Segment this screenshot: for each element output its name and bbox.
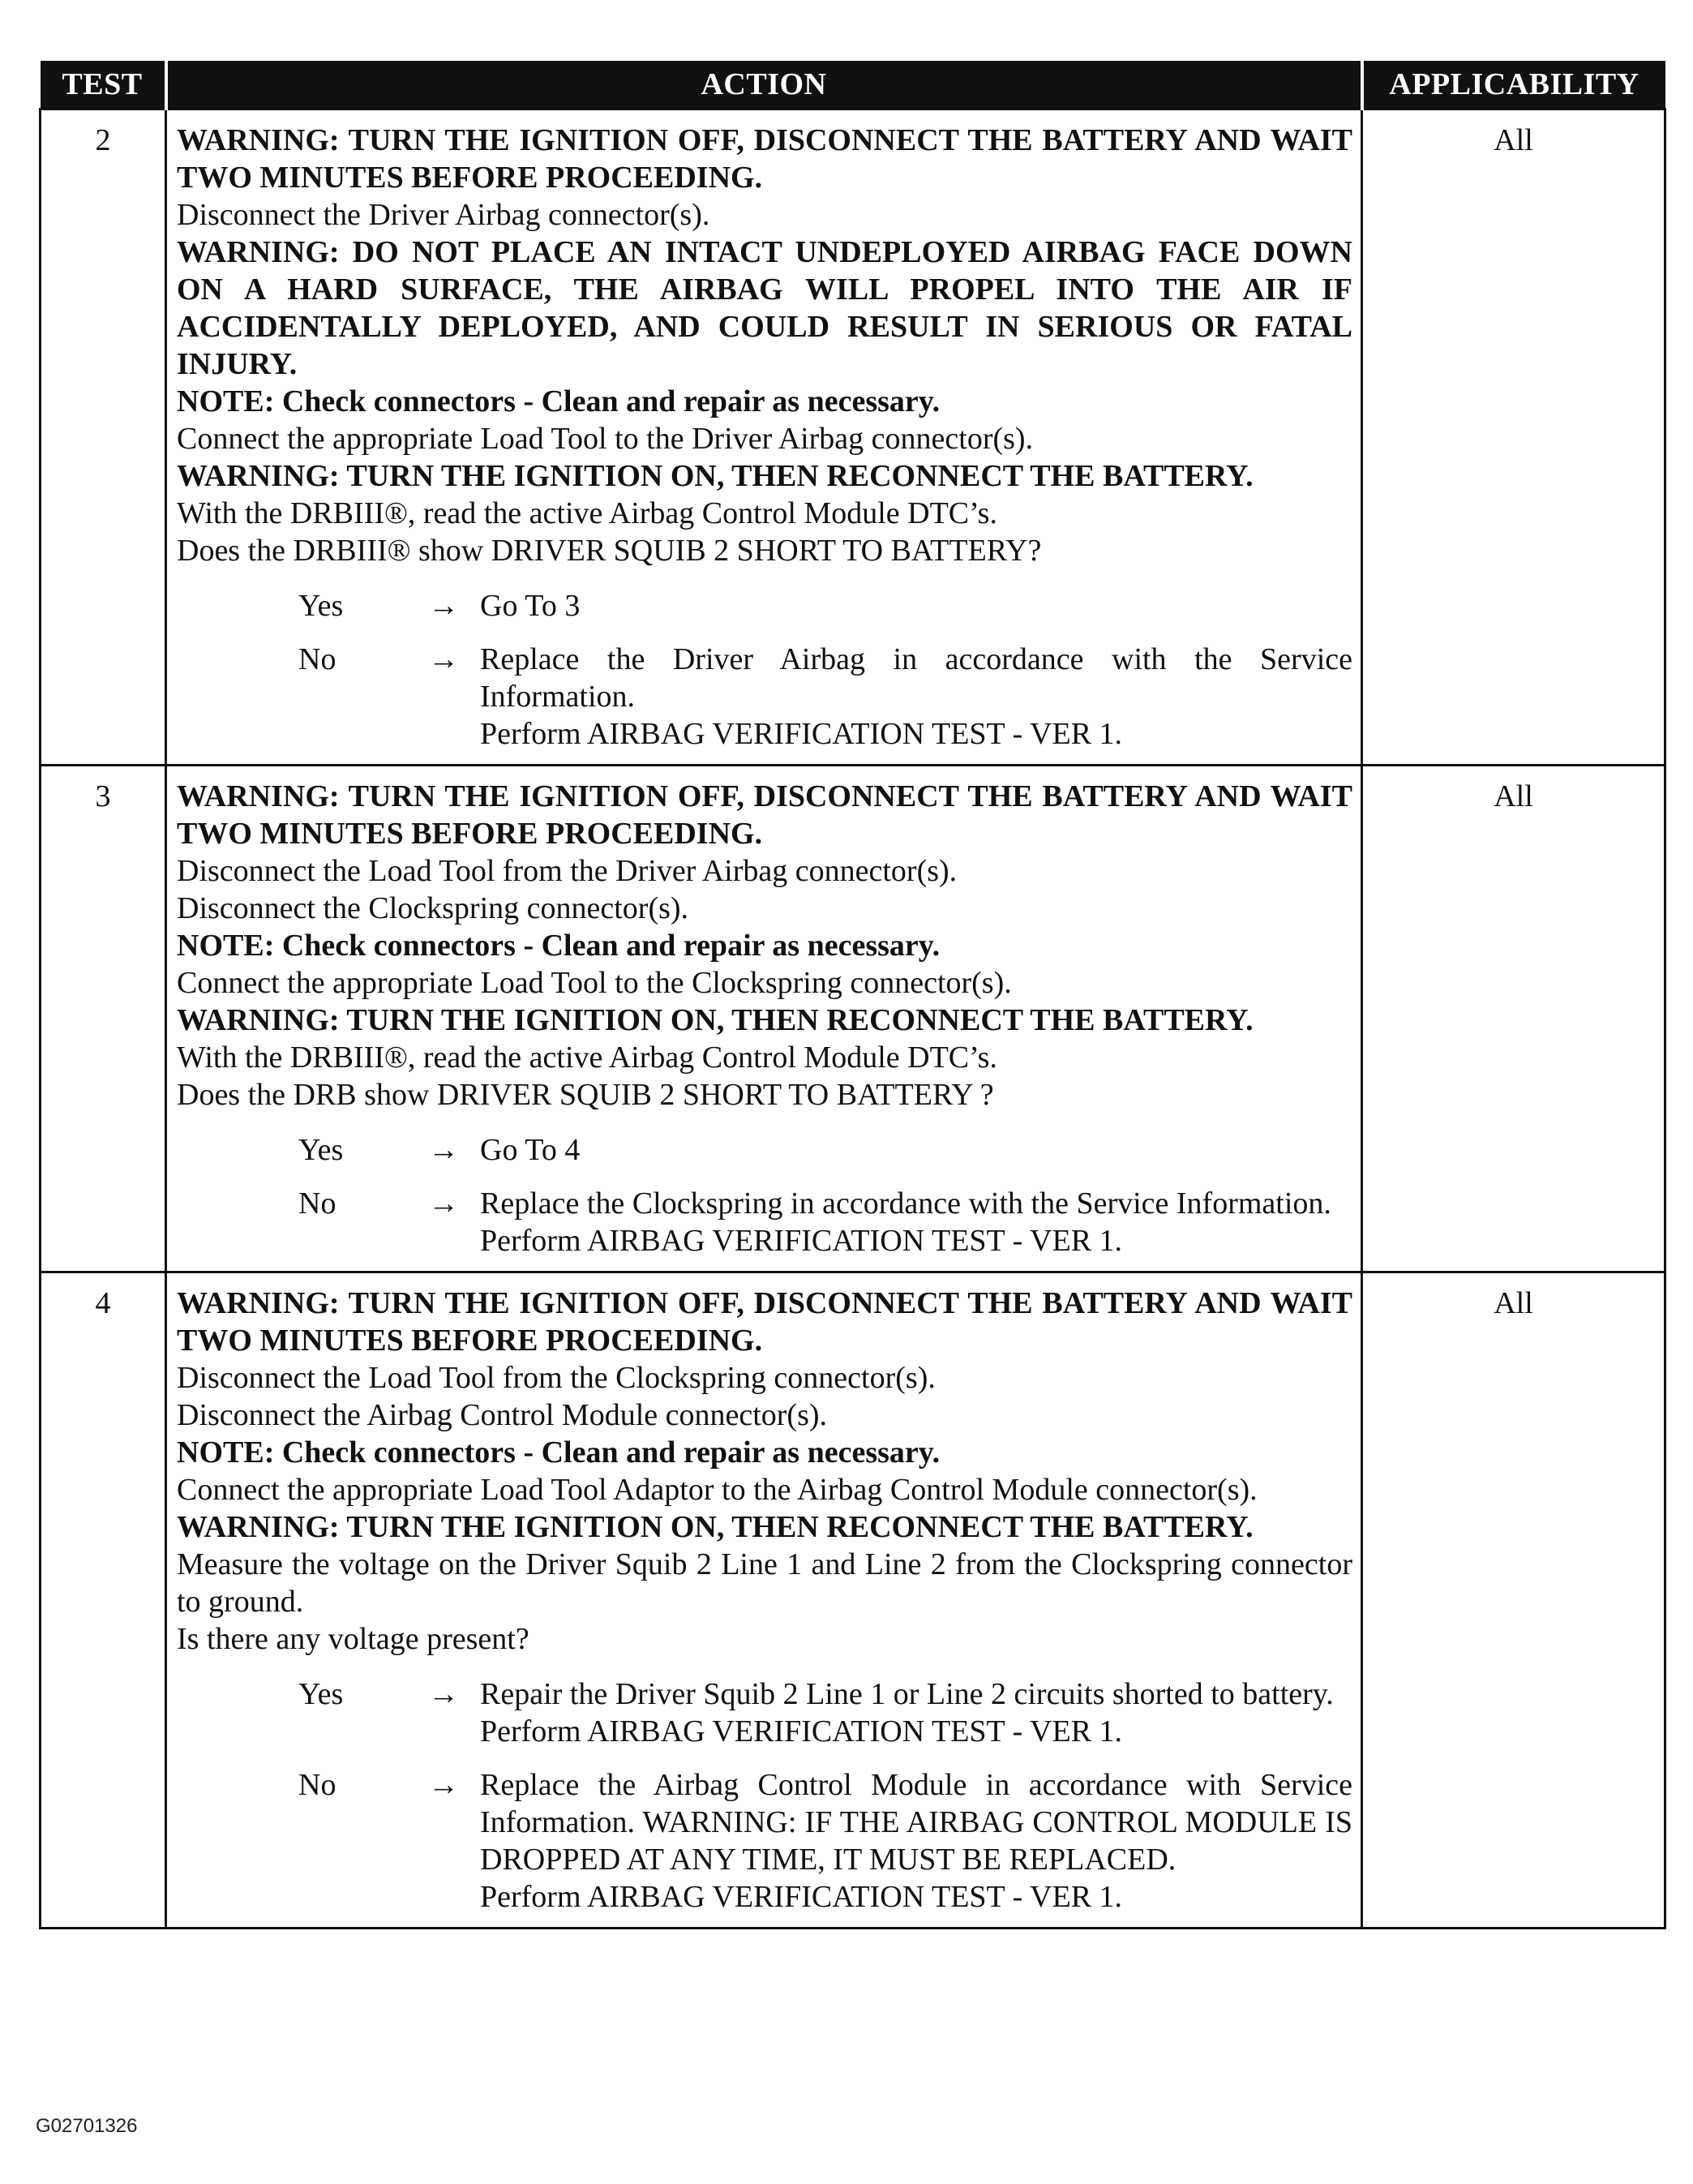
right-arrow-icon: →	[428, 589, 459, 623]
table-row	[41, 1272, 1665, 1929]
instruction-text: Disconnect the Clockspring connector(s).	[177, 891, 689, 925]
diagnostic-test-table-container	[39, 61, 1664, 1929]
branch-no	[177, 1766, 1352, 1916]
instruction-text: With the DRBIII®, read the active Airbag Control Module DTC’s.	[177, 496, 997, 530]
branch-key: Yes	[298, 1133, 344, 1167]
branch-key: No	[298, 1186, 336, 1221]
question-text: Does the DRB show DRIVER SQUIB 2 SHORT TO BATTERY ?	[177, 1078, 994, 1112]
applicability-value: All	[1362, 1272, 1665, 1929]
instruction-text: Disconnect the Load Tool from the Clockspring connector(s).	[177, 1361, 936, 1395]
branch-key: No	[298, 642, 336, 676]
branch-yes	[177, 587, 1352, 624]
warning-text: WARNING: DO NOT PLACE AN INTACT UNDEPLOYED AIRBAG FACE DOWN ON A HARD SURFACE, THE AIRBAG WILL PROPEL INTO THE AIR IF ACCIDENTALLY DEPLOYED, AND COULD RESULT IN SERIOUS OR FATAL INJURY.	[177, 235, 1352, 381]
branch-followup: Perform AIRBAG VERIFICATION TEST - VER 1.	[480, 1880, 1123, 1914]
warning-text: WARNING: TURN THE IGNITION ON, THEN RECONNECT THE BATTERY.	[177, 459, 1254, 493]
header-applicability: APPLICABILITY	[1362, 61, 1665, 109]
branch-result: Repair the Driver Squib 2 Line 1 or Line 2 circuits shorted to battery.	[480, 1677, 1334, 1711]
instruction-text: Connect the appropriate Load Tool Adaptor to the Airbag Control Module connector(s).	[177, 1473, 1258, 1507]
branch-result: Go To 4	[480, 1133, 581, 1167]
branch-result: Replace the Clockspring in accordance with the Service Information.	[480, 1186, 1331, 1221]
warning-text: WARNING: TURN THE IGNITION ON, THEN RECONNECT THE BATTERY.	[177, 1003, 1254, 1037]
warning-text: WARNING: TURN THE IGNITION OFF, DISCONNECT THE BATTERY AND WAIT TWO MINUTES BEFORE PROCEEDING.	[177, 1286, 1352, 1358]
note-text: NOTE: Check connectors - Clean and repair as necessary.	[177, 929, 941, 963]
branch-result: Replace the Driver Airbag in accordance with the Service Information.	[480, 642, 1352, 714]
test-number: 2	[41, 109, 166, 766]
instruction-text: Measure the voltage on the Driver Squib 2 Line 1 and Line 2 from the Clockspring connector to ground.	[177, 1547, 1352, 1619]
instruction-text: With the DRBIII®, read the active Airbag Control Module DTC’s.	[177, 1041, 997, 1075]
branch-text	[480, 1676, 1352, 1750]
header-test: TEST	[41, 61, 166, 109]
header-action: ACTION	[166, 61, 1362, 109]
instruction-text: Disconnect the Load Tool from the Driver Airbag connector(s).	[177, 854, 958, 888]
branch-followup: Perform AIRBAG VERIFICATION TEST - VER 1.	[480, 1714, 1123, 1748]
diagnostic-test-table	[39, 61, 1666, 1929]
table-row	[41, 766, 1665, 1272]
right-arrow-icon: →	[428, 1186, 459, 1221]
warning-text: WARNING: TURN THE IGNITION ON, THEN RECONNECT THE BATTERY.	[177, 1510, 1254, 1544]
applicability-value: All	[1362, 109, 1665, 766]
table-header-row	[41, 61, 1665, 109]
branch-result: Go To 3	[480, 589, 581, 623]
question-text: Does the DRBIII® show DRIVER SQUIB 2 SHORT TO BATTERY?	[177, 534, 1042, 568]
table-row	[41, 109, 1665, 766]
applicability-value: All	[1362, 766, 1665, 1272]
branch-text	[480, 1185, 1352, 1259]
branch-no	[177, 641, 1352, 753]
figure-id: G02701326	[36, 2115, 138, 2137]
right-arrow-icon: →	[428, 642, 459, 676]
branch-text	[480, 1131, 1352, 1169]
action-cell	[166, 1272, 1362, 1929]
branch-text	[480, 587, 1352, 624]
branch-list	[177, 1131, 1352, 1259]
branch-key: No	[298, 1768, 336, 1802]
question-text: Is there any voltage present?	[177, 1622, 529, 1656]
branch-key: Yes	[298, 589, 344, 623]
branch-text	[480, 641, 1352, 753]
branch-result: Replace the Airbag Control Module in accordance with Service Information. WARNING: IF THE AIRBAG CONTROL MODULE IS DROPPED AT ANY TIME, IT MUST BE REPLACED.	[480, 1768, 1352, 1877]
branch-list	[177, 587, 1352, 753]
branch-yes	[177, 1676, 1352, 1750]
branch-list	[177, 1676, 1352, 1916]
branch-no	[177, 1185, 1352, 1259]
branch-followup: Perform AIRBAG VERIFICATION TEST - VER 1.	[480, 1224, 1123, 1258]
right-arrow-icon: →	[428, 1133, 459, 1167]
instruction-text: Disconnect the Airbag Control Module connector(s).	[177, 1398, 828, 1432]
instruction-text: Disconnect the Driver Airbag connector(s).	[177, 198, 710, 232]
instruction-text: Connect the appropriate Load Tool to the Driver Airbag connector(s).	[177, 422, 1034, 456]
branch-followup: Perform AIRBAG VERIFICATION TEST - VER 1.	[480, 717, 1123, 751]
branch-text	[480, 1766, 1352, 1916]
right-arrow-icon: →	[428, 1677, 459, 1711]
right-arrow-icon: →	[428, 1768, 459, 1802]
instruction-text: Connect the appropriate Load Tool to the Clockspring connector(s).	[177, 966, 1012, 1000]
test-number: 3	[41, 766, 166, 1272]
action-cell	[166, 766, 1362, 1272]
branch-yes	[177, 1131, 1352, 1169]
note-text: NOTE: Check connectors - Clean and repair as necessary.	[177, 1435, 941, 1470]
action-cell	[166, 109, 1362, 766]
warning-text: WARNING: TURN THE IGNITION OFF, DISCONNECT THE BATTERY AND WAIT TWO MINUTES BEFORE PROCEEDING.	[177, 779, 1352, 851]
warning-text: WARNING: TURN THE IGNITION OFF, DISCONNECT THE BATTERY AND WAIT TWO MINUTES BEFORE PROCEEDING.	[177, 123, 1352, 195]
branch-key: Yes	[298, 1677, 344, 1711]
test-number: 4	[41, 1272, 166, 1929]
note-text: NOTE: Check connectors - Clean and repair as necessary.	[177, 384, 941, 418]
